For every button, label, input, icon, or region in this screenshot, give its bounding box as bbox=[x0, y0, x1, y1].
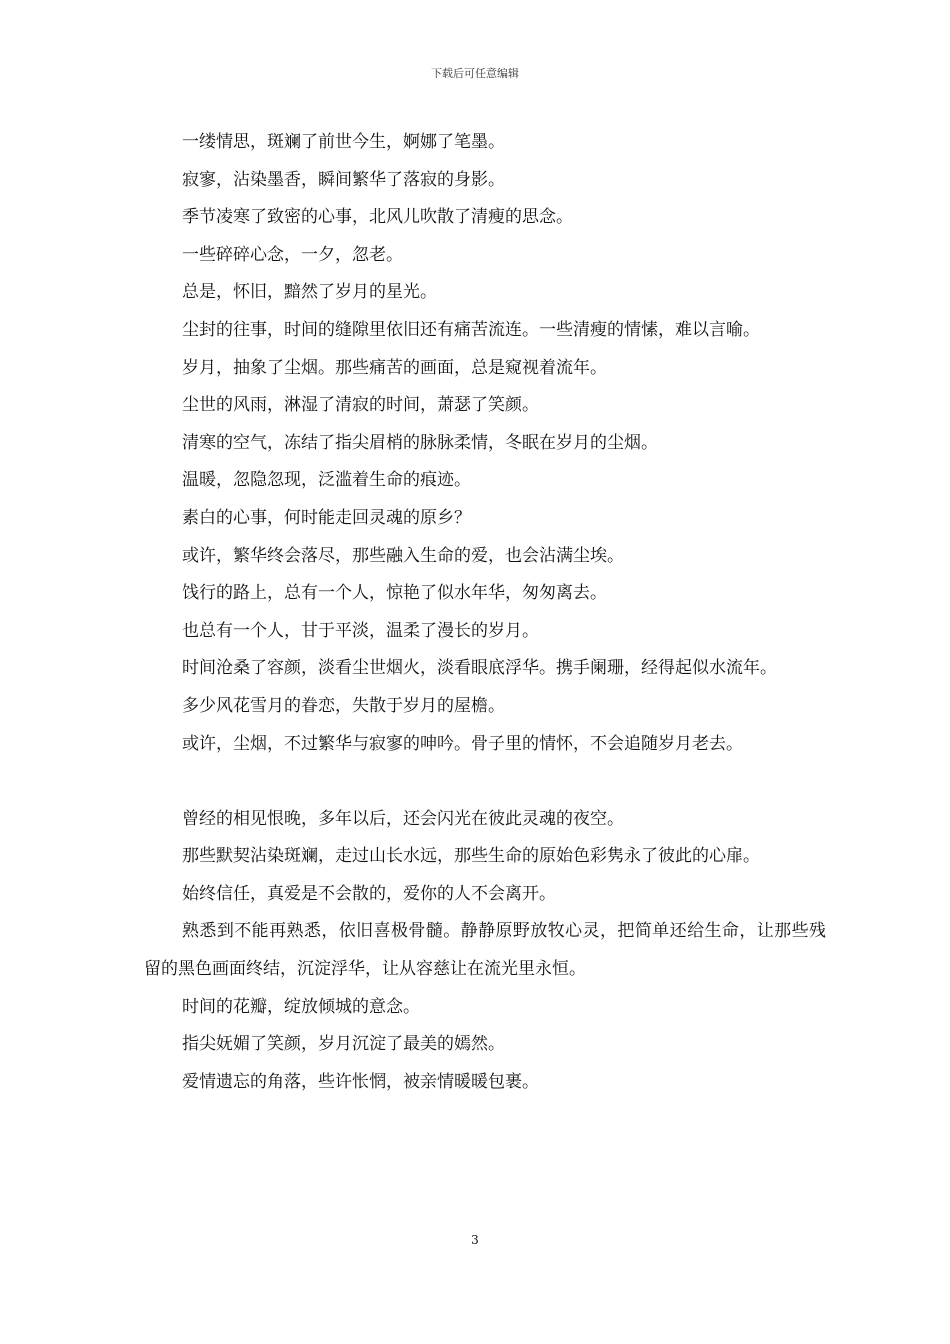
paragraph: 时间沧桑了容颜，淡看尘世烟火，淡看眼底浮华。携手阑珊，经得起似水流年。 bbox=[182, 658, 777, 679]
paragraph: 寂寥，沾染墨香，瞬间繁华了落寂的身影。 bbox=[182, 169, 505, 190]
paragraph: 温暖，忽隐忽现，泛滥着生命的痕迹。 bbox=[182, 470, 471, 491]
paragraph: 一缕情思，斑斓了前世今生，婀娜了笔墨。 bbox=[182, 132, 505, 152]
paragraph: 尘世的风雨，淋湿了清寂的时间，萧瑟了笑颜。 bbox=[182, 395, 539, 416]
paragraph: 也总有一个人，甘于平淡，温柔了漫长的岁月。 bbox=[182, 620, 539, 641]
paragraph: 总是，怀旧，黯然了岁月的星光。 bbox=[182, 282, 437, 303]
paragraph: 或许，繁华终会落尽，那些融入生命的爱，也会沾满尘埃。 bbox=[182, 545, 624, 566]
paragraph: 素白的心事，何时能走回灵魂的原乡？ bbox=[182, 507, 471, 528]
paragraph: 爱情遗忘的角落，些许怅惘，被亲情暖暖包裹。 bbox=[182, 1071, 539, 1092]
paragraph: 饯行的路上，总有一个人，惊艳了似水年华，匆匆离去。 bbox=[182, 583, 607, 604]
blank-line bbox=[144, 763, 826, 801]
page-header: 下载后可任意编辑 bbox=[431, 67, 519, 80]
paragraph: 指尖妩媚了笑颜，岁月沉淀了最美的嫣然。 bbox=[182, 1034, 505, 1055]
paragraph: 曾经的相见恨晚，多年以后，还会闪光在彼此灵魂的夜空。 bbox=[182, 808, 624, 829]
paragraph: 季节凌寒了致密的心事，北风儿吹散了清瘦的思念。 bbox=[182, 207, 573, 228]
paragraph: 始终信任，真爱是不会散的，爱你的人不会离开。 bbox=[182, 883, 556, 904]
paragraph: 时间的花瓣，绽放倾城的意念。 bbox=[182, 996, 420, 1017]
paragraph: 那些默契沾染斑斓，走过山长水远，那些生命的原始色彩隽永了彼此的心扉。 bbox=[182, 846, 760, 867]
paragraph: 一些碎碎心念，一夕，忽老。 bbox=[182, 244, 403, 265]
paragraph: 尘封的往事，时间的缝隙里依旧还有痛苦流连。一些清瘦的情愫，难以言喻。 bbox=[182, 319, 760, 340]
paragraph: 或许，尘烟，不过繁华与寂寥的呻吟。骨子里的情怀，不会追随岁月老去。 bbox=[182, 733, 743, 754]
document-body bbox=[144, 124, 826, 1101]
page-number: 3 bbox=[471, 1233, 479, 1247]
paragraph: 清寒的空气，冻结了指尖眉梢的脉脉柔情，冬眠在岁月的尘烟。 bbox=[182, 432, 658, 453]
paragraph: 熟悉到不能再熟悉，依旧喜极骨髓。静静原野放牧心灵，把简单还给生命，让那些残留的黑色画面终结，沉淀浮华，让从容慈让在流光里永恒。 bbox=[144, 921, 826, 980]
paragraph: 岁月，抽象了尘烟。那些痛苦的画面，总是窥视着流年。 bbox=[182, 357, 607, 378]
paragraph: 多少风花雪月的眷恋，失散于岁月的屋檐。 bbox=[182, 695, 505, 716]
